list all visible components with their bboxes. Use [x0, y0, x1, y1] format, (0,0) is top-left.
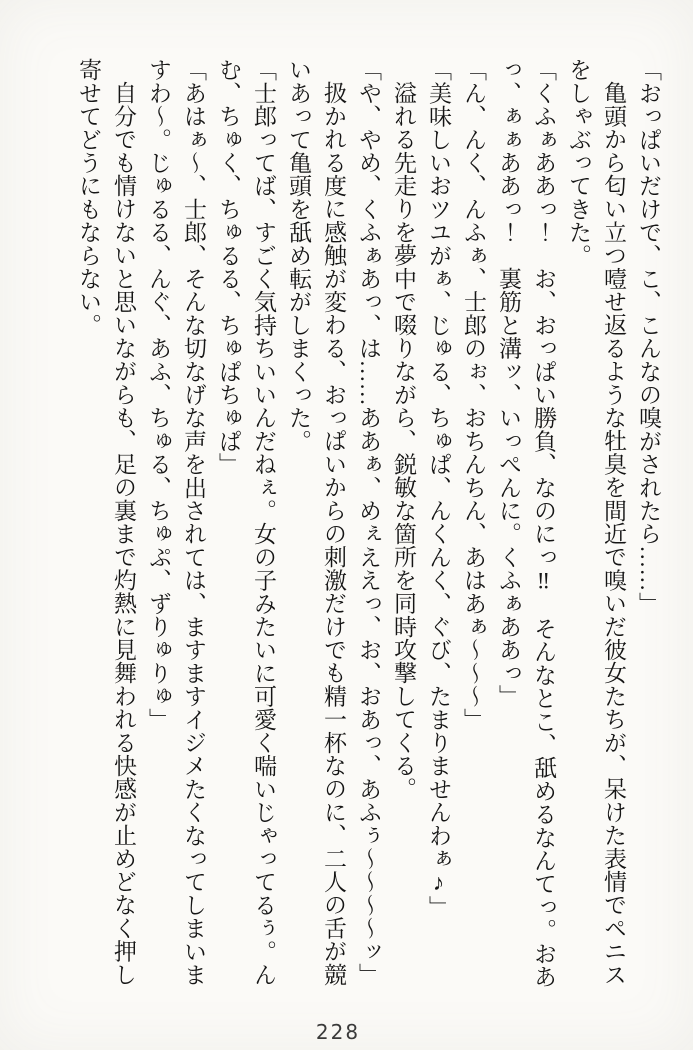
- paragraph-dialogue: 「や、やめ、くふぁあっ、は……ああぁ、めぇええっ、お、おあっ、あふぅ〜〜〜〜ッ」: [356, 58, 381, 986]
- paragraph-dialogue: 「美味しいおツユがぁ、じゅる、ちゅぱ、んくんく、ぐび、たまりませんわぁ♪」: [426, 58, 451, 919]
- paragraph-dialogue: 「ん、んく、んふぁ、士郎のぉ、おちんちん、あはあぁ〜〜〜」: [461, 58, 486, 731]
- paragraph-narration: 亀頭から匂い立つ噎せ返るような牡臭を間近で嗅いだ彼女たちが、呆けた表情でペニスをしゃぶってきた。: [566, 58, 626, 986]
- paragraph-narration: 自分でも情けないと思いながらも、足の裏まで灼熱に見舞われる快感が止めどなく押し寄せてどうにもならない。: [76, 58, 136, 986]
- page-text-block: [54, 58, 666, 992]
- paragraph-narration: 溢れる先走りを夢中で啜りながら、鋭敏な箇所を同時攻撃してくる。: [391, 81, 416, 801]
- page-number: 228: [315, 1020, 361, 1044]
- paragraph-dialogue: 「あはぁ〜、士郎、そんな切なげな声を出されては、ますますイジメたくなってしまいますわ〜。じゅるる、んぐ、あふ、ちゅる、ちゅぷ、ずりゅりゅ」: [146, 58, 206, 986]
- paragraph-dialogue: 「士郎ってば、すごく気持ちいいんだねぇ。女の子みたいに可愛く喘いじゃってるぅ。んむ、ちゅく、ちゅるる、ちゅぱちゅぱ」: [216, 58, 276, 986]
- paragraph-dialogue: 「くふぁああっ！ お、おっぱい勝負、なのにっ‼ そんなとこ、舐めるなんてっ。おあっ、ぁぁああっ！ 裏筋と溝ッ、いっぺんに。くふぁああっ」: [496, 58, 556, 988]
- paragraph-dialogue: 「おっぱいだけで、こ、こんなの嗅がされたら……」: [636, 58, 661, 615]
- paragraph-narration: 扱かれる度に感触が変わる、おっぱいからの刺激だけでも精一杯なのに、二人の舌が競いあって亀頭を舐め転がしまくった。: [286, 58, 346, 986]
